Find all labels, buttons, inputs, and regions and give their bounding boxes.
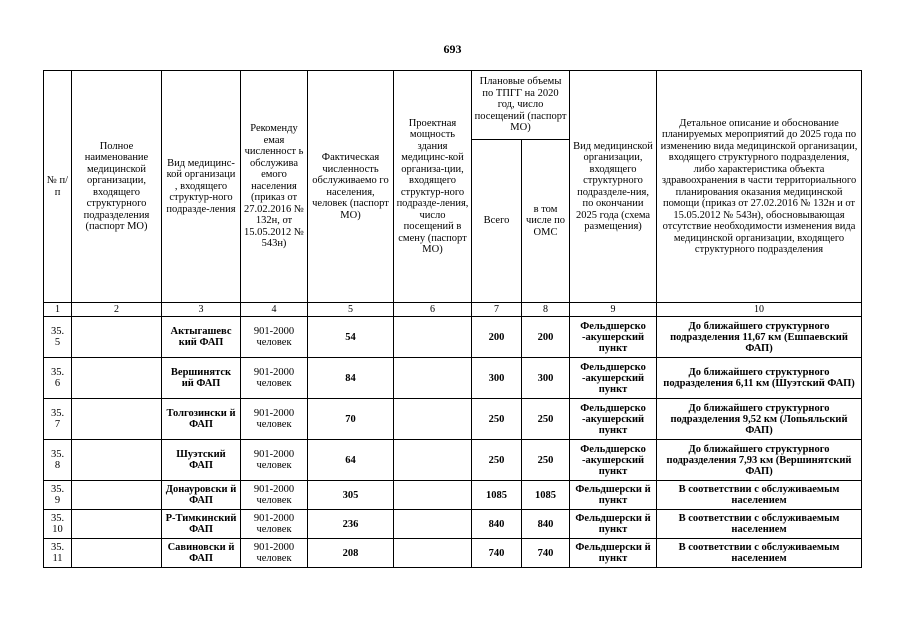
page-number: 693 — [443, 42, 462, 56]
row-recommended-population: 901-2000 человек — [241, 358, 308, 399]
row-description: В соответствии с обслуживаемым населением — [657, 481, 862, 510]
row-org-type: Р-Тимкинский ФАП — [162, 510, 241, 539]
row-oms-visits: 740 — [522, 539, 570, 568]
row-type-2025: Фельдшерски й пункт — [570, 510, 657, 539]
row-type-2025: Фельдшерско -акушерский пункт — [570, 317, 657, 358]
row-number: 35. 7 — [44, 399, 72, 440]
header-org-type: Вид медицинс-кой организаци , входящего структур-ного подразде-ления — [162, 71, 241, 303]
table-row — [44, 440, 862, 481]
row-actual-population: 54 — [308, 317, 394, 358]
row-type-2025: Фельдшерско -акушерский пункт — [570, 358, 657, 399]
row-number: 35. 8 — [44, 440, 72, 481]
row-org-type: Шуэтский ФАП — [162, 440, 241, 481]
row-oms-visits: 300 — [522, 358, 570, 399]
header-number: № п/п — [44, 71, 72, 303]
header-full-name: Полное наименование медицинской организации, входящего структурного подразделения (паспорт МО) — [72, 71, 162, 303]
row-actual-population: 70 — [308, 399, 394, 440]
column-numbers-row — [44, 303, 862, 317]
header-capacity: Проектная мощность здания медицинс-кой организа-ции, входящего структур-ного подразде-ления, число посещений в смену (паспорт МО) — [394, 71, 472, 303]
row-org-type: Донауровски й ФАП — [162, 481, 241, 510]
column-number: 5 — [308, 303, 394, 317]
row-capacity — [394, 399, 472, 440]
row-recommended-population: 901-2000 человек — [241, 317, 308, 358]
header-total: Всего — [472, 140, 522, 303]
row-org-type: Вершинятск ий ФАП — [162, 358, 241, 399]
row-recommended-population: 901-2000 человек — [241, 399, 308, 440]
row-actual-population: 236 — [308, 510, 394, 539]
header-oms: в том числе по ОМС — [522, 140, 570, 303]
row-capacity — [394, 510, 472, 539]
row-actual-population: 84 — [308, 358, 394, 399]
table-row — [44, 399, 862, 440]
row-total-visits: 200 — [472, 317, 522, 358]
row-description: В соответствии с обслуживаемым населением — [657, 539, 862, 568]
column-number: 7 — [472, 303, 522, 317]
row-full-name — [72, 481, 162, 510]
row-description: В соответствии с обслуживаемым населением — [657, 510, 862, 539]
row-oms-visits: 1085 — [522, 481, 570, 510]
column-number: 2 — [72, 303, 162, 317]
column-number: 3 — [162, 303, 241, 317]
row-number: 35. 10 — [44, 510, 72, 539]
row-recommended-population: 901-2000 человек — [241, 481, 308, 510]
row-type-2025: Фельдшерски й пункт — [570, 481, 657, 510]
row-recommended-population: 901-2000 человек — [241, 510, 308, 539]
table-row — [44, 317, 862, 358]
header-recommended-population: Рекоменду емая численност ь обслужива емого населения (приказ от 27.02.2016 № 132н, от 15.05.2012 № 543н) — [241, 71, 308, 303]
row-number: 35. 9 — [44, 481, 72, 510]
column-number: 6 — [394, 303, 472, 317]
row-actual-population: 208 — [308, 539, 394, 568]
header-actual-population: Фактическая численность обслуживаемо го населения, человек (паспорт МО) — [308, 71, 394, 303]
table-row — [44, 510, 862, 539]
row-recommended-population: 901-2000 человек — [241, 440, 308, 481]
column-number: 1 — [44, 303, 72, 317]
row-description: До ближайшего структурного подразделения 11,67 км (Ешпаевский ФАП) — [657, 317, 862, 358]
row-full-name — [72, 358, 162, 399]
row-total-visits: 740 — [472, 539, 522, 568]
row-full-name — [72, 399, 162, 440]
row-total-visits: 1085 — [472, 481, 522, 510]
row-capacity — [394, 440, 472, 481]
header-type-2025: Вид медицинской организации, входящего структурного подразделе-ния, по окончании 2025 года (схема размещения) — [570, 71, 657, 303]
row-number: 35. 11 — [44, 539, 72, 568]
row-type-2025: Фельдшерско -акушерский пункт — [570, 399, 657, 440]
row-type-2025: Фельдшерско -акушерский пункт — [570, 440, 657, 481]
row-org-type: Савиновски й ФАП — [162, 539, 241, 568]
row-number: 35. 6 — [44, 358, 72, 399]
row-recommended-population: 901-2000 человек — [241, 539, 308, 568]
row-total-visits: 250 — [472, 440, 522, 481]
row-total-visits: 300 — [472, 358, 522, 399]
row-oms-visits: 840 — [522, 510, 570, 539]
row-description: До ближайшего структурного подразделения 7,93 км (Вершинятский ФАП) — [657, 440, 862, 481]
row-capacity — [394, 539, 472, 568]
facilities-table — [43, 70, 862, 568]
row-description: До ближайшего структурного подразделения 6,11 км (Шуэтский ФАП) — [657, 358, 862, 399]
table-row — [44, 358, 862, 399]
row-org-type: Актыгашевс кий ФАП — [162, 317, 241, 358]
row-org-type: Толгозински й ФАП — [162, 399, 241, 440]
row-actual-population: 305 — [308, 481, 394, 510]
header-description: Детальное описание и обоснование планируемых мероприятий до 2025 года по изменению вида медицинской организации, входящего структурного подразделения, либо характеристика объекта здравоохранения в части территориального планирования оказания медицинской помощи (приказ от 27.02.2016 № 132н и от 15.05.2012 № 543н), обосновывающая отсутствие необходимости изменения вида медицинской организации, входящего структурного подразделения — [657, 71, 862, 303]
row-oms-visits: 250 — [522, 399, 570, 440]
table-row — [44, 481, 862, 510]
row-type-2025: Фельдшерски й пункт — [570, 539, 657, 568]
column-number: 8 — [522, 303, 570, 317]
column-number: 9 — [570, 303, 657, 317]
row-full-name — [72, 510, 162, 539]
row-total-visits: 840 — [472, 510, 522, 539]
row-full-name — [72, 317, 162, 358]
header-planned-volumes: Плановые объемы по ТПГГ на 2020 год, число посещений (паспорт МО) — [472, 71, 570, 140]
row-full-name — [72, 539, 162, 568]
column-number: 4 — [241, 303, 308, 317]
row-oms-visits: 250 — [522, 440, 570, 481]
row-total-visits: 250 — [472, 399, 522, 440]
row-capacity — [394, 358, 472, 399]
row-capacity — [394, 317, 472, 358]
row-description: До ближайшего структурного подразделения 9,52 км (Лопьяльский ФАП) — [657, 399, 862, 440]
row-actual-population: 64 — [308, 440, 394, 481]
column-number: 10 — [657, 303, 862, 317]
row-oms-visits: 200 — [522, 317, 570, 358]
table-row — [44, 539, 862, 568]
row-capacity — [394, 481, 472, 510]
row-full-name — [72, 440, 162, 481]
row-number: 35. 5 — [44, 317, 72, 358]
